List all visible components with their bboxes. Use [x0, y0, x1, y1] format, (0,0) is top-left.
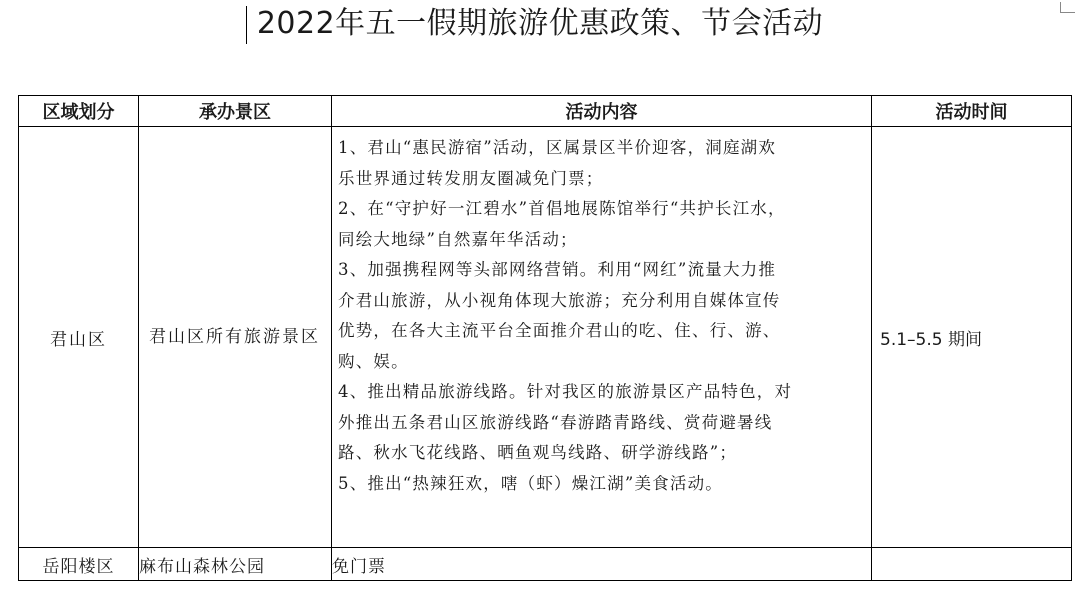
header-time: 活动时间	[872, 96, 1072, 127]
cell-region: 岳阳楼区	[19, 548, 139, 581]
content-line: 介君山旅游，从小视角体现大旅游；充分利用自媒体宣传	[338, 290, 781, 310]
table-row	[19, 548, 1072, 581]
content-line: 同绘大地绿”自然嘉年华活动；	[338, 229, 578, 249]
cell-content: 免门票	[332, 548, 872, 581]
content-line: 优势，在各大主流平台全面推介君山的吃、住、行、游、	[338, 321, 781, 340]
content-line: 2、在“守护好一江碧水”首倡地展陈馆举行“共护长江水，	[338, 199, 786, 218]
page-title: 2022年五一假期旅游优惠政策、节会活动	[256, 6, 824, 41]
content-line: 1、君山“惠民游宿”活动，区属景区半价迎客，洞庭湖欢	[338, 138, 777, 157]
content-line: 购、娱。	[338, 351, 409, 371]
text-cursor	[246, 6, 247, 44]
cell-venue: 君山区所有旅游景区	[139, 127, 332, 548]
table-row	[19, 127, 1072, 548]
page-corner-mark	[1060, 2, 1075, 13]
content-line: 4、推出精品旅游线路。针对我区的旅游景区产品特色，对	[338, 382, 793, 401]
content-line: 外推出五条君山区旅游线路“春游踏青路线、赏荷避暑线	[338, 412, 773, 432]
cell-content	[332, 127, 872, 548]
content-line: 5、推出“热辣狂欢，嗐（虾）燥江湖”美食活动。	[338, 473, 723, 493]
header-content: 活动内容	[332, 96, 872, 127]
header-venue: 承办景区	[139, 96, 332, 127]
cell-venue: 麻布山森林公园	[139, 548, 332, 581]
content-line: 乐世界通过转发朋友圈减免门票；	[338, 168, 604, 188]
cell-time: 5.1–5.5 期间	[872, 127, 1072, 548]
content-line: 路、秋水飞花线路、晒鱼观鸟线路、研学游线路”；	[338, 443, 738, 462]
header-region: 区域划分	[19, 96, 139, 127]
content-line: 3、加强携程网等头部网络营销。利用“网红”流量大力推	[338, 260, 777, 279]
policy-table	[18, 95, 1072, 581]
table-header-row	[19, 96, 1072, 127]
cell-time	[872, 548, 1072, 581]
cell-region: 君山区	[19, 127, 139, 548]
